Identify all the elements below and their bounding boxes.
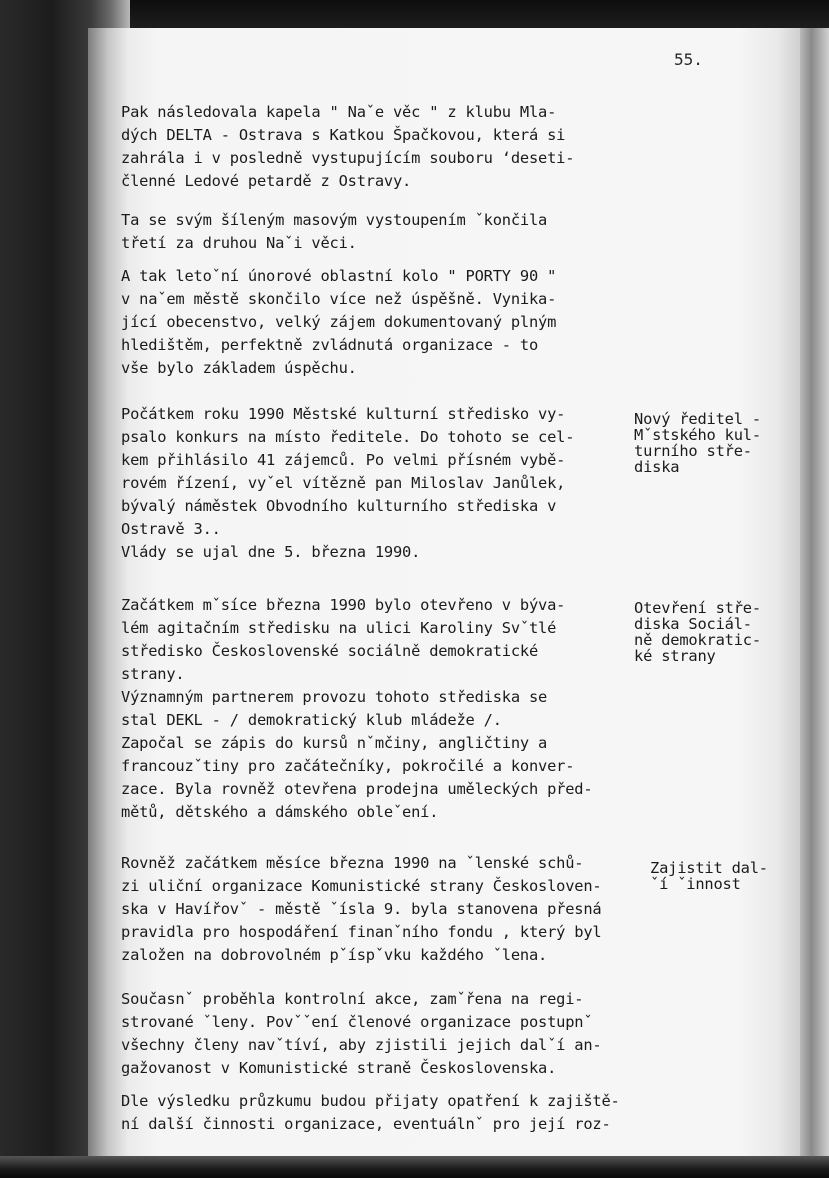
margin-note-zajistit-cinnost xyxy=(650,860,810,892)
text-line: založen na dobrovolném pˇíspˇvku každého ˇlena. xyxy=(121,946,548,964)
text-line: francouzˇtiny pro začátečníky, pokročilé a konver- xyxy=(121,757,575,775)
margin-note-line: Mˇstského kul- xyxy=(634,426,761,444)
paragraph-masove-vystoupeni xyxy=(121,209,641,255)
text-line: bývalý náměstek Obvodního kulturního střediska v xyxy=(121,497,557,515)
text-line: vše bylo základem úspěchu. xyxy=(121,359,357,377)
text-line: A tak letoˇní únorové oblastní kolo " PORTY 90 " xyxy=(121,267,557,285)
text-line: gažovanost v Komunistické straně Československa. xyxy=(121,1059,557,1077)
text-line: všechny členy navˇtíví, aby zjistili jejich dalˇí an- xyxy=(121,1036,602,1054)
text-line: stal DEKL - / demokratický klub mládeže /. xyxy=(121,711,502,729)
margin-note-novy-reditel xyxy=(634,411,794,475)
text-line: Dle výsledku průzkumu budou přijaty opatření k zajiště- xyxy=(121,1092,620,1110)
margin-note-line: ně demokratic- xyxy=(634,631,761,649)
text-line: strované ˇleny. Povˇˇení členové organizace postupnˇ xyxy=(121,1013,593,1031)
paragraph-kapela xyxy=(121,101,641,193)
scan-bottom-border xyxy=(0,1156,829,1178)
page-number: 55. xyxy=(674,50,703,69)
text-line: Započal se zápis do kursů nˇmčiny, angličtiny a xyxy=(121,734,548,752)
margin-note-line: Zajistit dal- xyxy=(650,859,768,877)
text-line: v naˇem městě skončilo více než úspěšně. Vynika- xyxy=(121,290,557,308)
text-line: strany. xyxy=(121,665,185,683)
text-line: rovém řízení, vyˇel vítězně pan Miloslav Janůlek, xyxy=(121,474,566,492)
text-line: zace. Byla rovněž otevřena prodejna uměleckých před- xyxy=(121,780,593,798)
text-line: Významným partnerem provozu tohoto střediska se xyxy=(121,688,548,706)
paragraph-kontrolni-akce xyxy=(121,988,641,1080)
text-line: jící obecenstvo, velký zájem dokumentovaný plným xyxy=(121,313,557,331)
text-line: ska v Havířovˇ - městě ˇísla 9. byla stanovena přesná xyxy=(121,900,602,918)
text-line: zi uliční organizace Komunistické strany Českosloven- xyxy=(121,877,602,895)
paragraph-pruzkum xyxy=(121,1090,641,1136)
page-right-edge xyxy=(800,28,829,1178)
text-line: středisko Československé sociálně demokratické xyxy=(121,642,539,660)
margin-note-line: turního stře- xyxy=(634,442,752,460)
text-line: Pak následovala kapela " Naˇe věc " z klubu Mla- xyxy=(121,103,557,121)
paragraph-porta-90 xyxy=(121,265,641,380)
margin-note-line: ké strany xyxy=(634,647,716,665)
margin-note-line: ˇí ˇinnost xyxy=(650,875,741,893)
text-line: Počátkem roku 1990 Městské kulturní středisko vy- xyxy=(121,405,566,423)
margin-note-line: diska Sociál- xyxy=(634,615,752,633)
text-line: ní další činnosti organizace, eventuálnˇ pro její roz- xyxy=(121,1115,611,1133)
text-line: mětů, dětského a dámského obleˇení. xyxy=(121,803,439,821)
text-line: členné Ledové petardě z Ostravy. xyxy=(121,172,412,190)
text-line: kem přihlásilo 41 zájemců. Po velmi přísném vybě- xyxy=(121,451,566,469)
margin-note-line: diska xyxy=(634,458,680,476)
margin-note-otevreni-strediska xyxy=(634,600,794,664)
text-line: hledištěm, perfektně zvládnutá organizace - to xyxy=(121,336,539,354)
paragraph-clenska-schuze xyxy=(121,852,641,967)
margin-note-line: Otevření stře- xyxy=(634,599,761,617)
text-line: Rovněž začátkem měsíce března 1990 na ˇlenské schů- xyxy=(121,854,584,872)
text-line: psalo konkurs na místo ředitele. Do tohoto se cel- xyxy=(121,428,575,446)
text-line: zahrála i v posledně vystupujícím souboru ‘deseti- xyxy=(121,149,575,167)
text-line: Vlády se ujal dne 5. března 1990. xyxy=(121,543,421,561)
paragraph-stredisko-cssd xyxy=(121,594,641,824)
text-line: dých DELTA - Ostrava s Katkou Špačkovou, která si xyxy=(121,126,566,144)
text-line: lém agitačním středisku na ulici Karoliny Svˇtlé xyxy=(121,619,557,637)
text-line: Současnˇ proběhla kontrolní akce, zamˇřena na regi- xyxy=(121,990,584,1008)
document-page xyxy=(88,28,800,1156)
text-line: třetí za druhou Naˇi věci. xyxy=(121,234,357,252)
margin-note-line: Nový ředitel - xyxy=(634,410,761,428)
text-line: Ostravě 3.. xyxy=(121,520,221,538)
paragraph-novy-reditel xyxy=(121,403,641,564)
text-line: pravidla pro hospodáření finanˇního fondu , který byl xyxy=(121,923,602,941)
text-line: Ta se svým šíleným masovým vystoupením ˇkončila xyxy=(121,211,548,229)
text-line: Začátkem mˇsíce března 1990 bylo otevřeno v býva- xyxy=(121,596,566,614)
